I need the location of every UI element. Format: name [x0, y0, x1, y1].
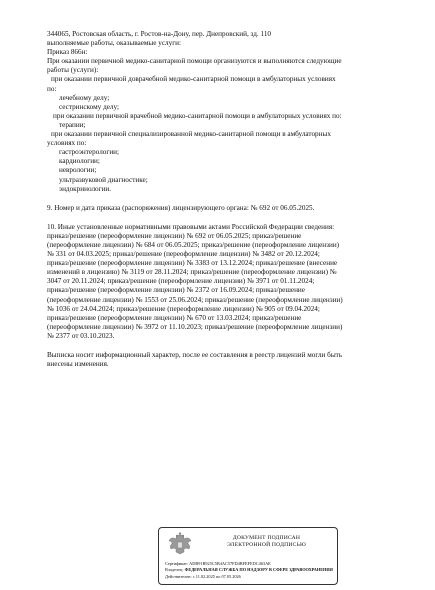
electronic-signature-stamp	[158, 527, 338, 585]
certificate-label: Сертификат:	[165, 561, 189, 566]
service-item: эндокринологии.	[59, 184, 112, 193]
stamp-fields	[165, 561, 337, 580]
text-line: внесены изменения.	[47, 360, 109, 369]
activity-list	[47, 30, 417, 194]
stamp-title	[199, 535, 334, 549]
validity-row	[165, 574, 337, 580]
owner-label: Владелец:	[165, 567, 184, 573]
text-line: (переоформление лицензии) № 3972 от 11.10.2023; приказ/решение (переоформление лицензии)	[47, 322, 343, 331]
text-line: по:	[47, 84, 57, 93]
owner-value: ФЕДЕРАЛЬНАЯ СЛУЖБА ПО НАДЗОРУ В СФЕРЕ ЗДРАВООХРАНЕНИЯ	[184, 567, 333, 573]
text-line: при оказании первичной специализированной медико-санитарной помощи в амбулаторных	[51, 130, 331, 139]
service-item: неврологии;	[59, 166, 97, 175]
text-line: (переоформление лицензии) № 1553 от 25.06.2024; приказ/решение (переоформление лицензии)	[47, 295, 343, 304]
address-line: 344065, Ростовская область, г. Ростов-на-Дону, пер. Днепровский, зд. 110	[47, 30, 272, 38]
text-line: выполняемые работы, оказываемые услуги:	[47, 39, 181, 48]
text-line: приказ/решение (переоформление лицензии) № 2372 от 16.09.2024; приказ/решение	[47, 286, 305, 295]
text-line: 10. Иные установленные нормативными правовыми актами Российской Федерации сведения:	[47, 222, 335, 231]
disclaimer-note	[47, 351, 417, 369]
coat-of-arms-icon	[167, 532, 193, 556]
service-item: ультразвуковой диагностике;	[59, 175, 148, 184]
text-line: (переоформление лицензии) № 684 от 06.05.2025; приказ/решение (переоформление лицензии)	[47, 240, 340, 249]
stamp-title-line: ДОКУМЕНТ ПОДПИСАН	[232, 535, 301, 541]
valid-value: с 11.02.2025 по 07.05.2026	[192, 573, 241, 579]
certificate-value: ADB91B925C5B4AC57FD4BFEFEDC463AE	[189, 561, 271, 566]
document-body	[47, 30, 417, 369]
section-9: 9. Номер и дата приказа (распоряжения) лицензирующего органа: № 692 от 06.05.2025.	[47, 203, 315, 212]
section-10	[47, 223, 417, 341]
text-line: № 2377 от 03.10.2023.	[47, 331, 115, 340]
order-line: Приказ 866н:	[47, 48, 88, 57]
text-line: Выписка носит информационный характер, после ее составления в реестр лицензий могли быть	[47, 351, 343, 359]
text-line: 3047 от 20.11.2024; приказ/решение (переоформление лицензии) № 3971 от 01.11.2024;	[47, 277, 315, 286]
text-line: при оказании первичной врачебной медико-санитарной помощи в амбулаторных условиях по:	[53, 111, 342, 120]
service-item: лечебному делу;	[59, 93, 110, 102]
service-item: терапии;	[59, 120, 86, 129]
stamp-title-line: ЭЛЕКТРОННОЙ ПОДПИСЬЮ	[227, 542, 306, 548]
text-line: приказ/решение (переоформление лицензии) № 692 от 06.05.2025; приказ/решение	[47, 231, 302, 240]
service-item: сестринскому делу;	[59, 102, 119, 111]
service-item: кардиологии;	[59, 157, 100, 166]
text-line: работы (услуги):	[47, 66, 99, 75]
text-line: приказ/решение (переоформление лицензии) № 3383 от 13.12.2024; приказ/решение (внесение	[47, 259, 338, 268]
text-line: № 331 от 04.03.2025; приказ/решение (переоформление лицензии) № 3482 от 20.12.2024;	[47, 250, 320, 259]
text-line: № 1036 от 24.04.2024; приказ/решение (переоформление лицензии) № 905 от 09.04.2024;	[47, 304, 320, 313]
text-line: условиях по:	[47, 139, 87, 148]
valid-label: Действителен:	[165, 573, 192, 579]
service-item: гастроэнтерологии;	[59, 148, 120, 157]
text-line: изменений в лицензию) № 3119 от 28.11.2024; приказ/решение (переоформление лицензии) №	[47, 268, 337, 277]
text-line: При оказании первичной медико-санитарной помощи организуются и выполняются следующие	[47, 57, 342, 66]
text-line: при оказании первичной доврачебной медико-санитарной помощи в амбулаторных условиях	[51, 75, 336, 84]
text-line: приказ/решение (переоформление лицензии) № 670 от 13.03.2024; приказ/решение	[47, 313, 302, 322]
